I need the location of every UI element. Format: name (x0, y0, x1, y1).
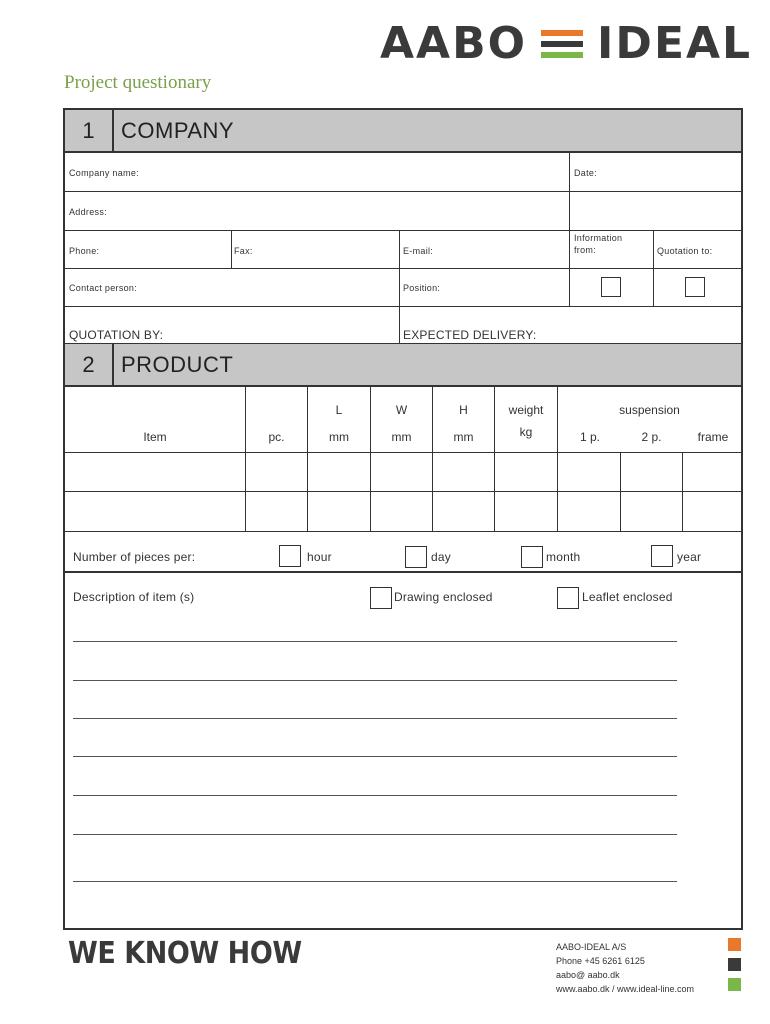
slogan: WE KNOW HOW (68, 936, 302, 971)
header-h: H (459, 403, 468, 417)
section-product-header (65, 343, 741, 387)
fax-label: Fax: (234, 246, 253, 256)
pieces-per-label: Number of pieces per: (73, 550, 196, 564)
contact-block (556, 940, 694, 996)
brand-name-right: IDEAL (597, 18, 753, 69)
day-checkbox[interactable] (405, 546, 427, 568)
year-label: year (677, 550, 702, 564)
header-item: Item (143, 430, 167, 444)
section-number: 2 (65, 344, 114, 385)
month-checkbox[interactable] (521, 546, 543, 568)
header-h-unit: mm (453, 430, 474, 444)
section-title: COMPANY (121, 117, 235, 143)
header-l: L (335, 403, 343, 417)
email-label: E-mail: (403, 246, 434, 256)
header-pc: pc. (268, 430, 285, 444)
hour-label: hour (307, 550, 332, 564)
quotation-to-checkbox[interactable] (685, 277, 705, 297)
orange-square-icon (728, 938, 741, 951)
year-checkbox[interactable] (651, 545, 673, 567)
month-label: month (546, 550, 581, 564)
section-number: 1 (65, 110, 114, 151)
description-line[interactable] (73, 680, 677, 681)
quotation-to-label: Quotation to: (657, 246, 713, 256)
header-suspension: suspension (619, 403, 680, 417)
footer-email: aabo@ aabo.dk (556, 970, 620, 980)
section-title: PRODUCT (121, 351, 234, 377)
header-l-unit: mm (329, 430, 349, 444)
header-two-p: 2 p. (641, 430, 662, 444)
expected-delivery-label: EXPECTED DELIVERY: (403, 328, 537, 342)
brand-bar-dark (541, 41, 583, 47)
header-frame: frame (697, 430, 729, 444)
header-weight-unit: kg (519, 425, 533, 439)
description-line[interactable] (73, 881, 677, 882)
hour-checkbox[interactable] (279, 545, 301, 567)
phone-label: Phone: (69, 246, 100, 256)
brand-bar-orange (541, 30, 583, 36)
day-label: day (431, 550, 451, 564)
description-line[interactable] (73, 834, 677, 835)
header-weight: weight (508, 403, 544, 417)
brand-name-left: AABO (380, 18, 528, 69)
company-name-label: Company name: (69, 168, 139, 178)
brand-bar-green (541, 52, 583, 58)
description-line[interactable] (73, 641, 677, 642)
brand-bars-icon (541, 30, 583, 58)
header-one-p: 1 p. (579, 430, 600, 444)
section-company-header (65, 110, 741, 153)
contact-person-label: Contact person: (69, 283, 138, 293)
drawing-enclosed-checkbox[interactable] (370, 587, 392, 609)
description-line[interactable] (73, 718, 677, 719)
brand-logo (380, 18, 752, 69)
date-label: Date: (574, 168, 598, 178)
header-w-unit: mm (391, 430, 412, 444)
quotation-by-label: QUOTATION BY: (69, 328, 164, 342)
leaflet-enclosed-checkbox[interactable] (557, 587, 579, 609)
leaflet-enclosed-label: Leaflet enclosed (582, 590, 673, 604)
information-from-label: Information from: (574, 233, 623, 255)
dark-square-icon (728, 958, 741, 971)
description-line[interactable] (73, 795, 677, 796)
position-label: Position: (403, 283, 441, 293)
header-w: W (395, 403, 408, 417)
information-from-checkbox[interactable] (601, 277, 621, 297)
address-label: Address: (69, 207, 107, 217)
footer-phone: Phone +45 6261 6125 (556, 956, 645, 966)
footer-company: AABO-IDEAL A/S (556, 942, 627, 952)
footer-web: www.aabo.dk / www.ideal-line.com (556, 984, 695, 994)
green-square-icon (728, 978, 741, 991)
description-line[interactable] (73, 756, 677, 757)
drawing-enclosed-label: Drawing enclosed (394, 590, 493, 604)
questionnaire-form (63, 108, 743, 930)
page-subtitle: Project questionary (64, 72, 212, 93)
description-label: Description of item (s) (73, 590, 195, 604)
